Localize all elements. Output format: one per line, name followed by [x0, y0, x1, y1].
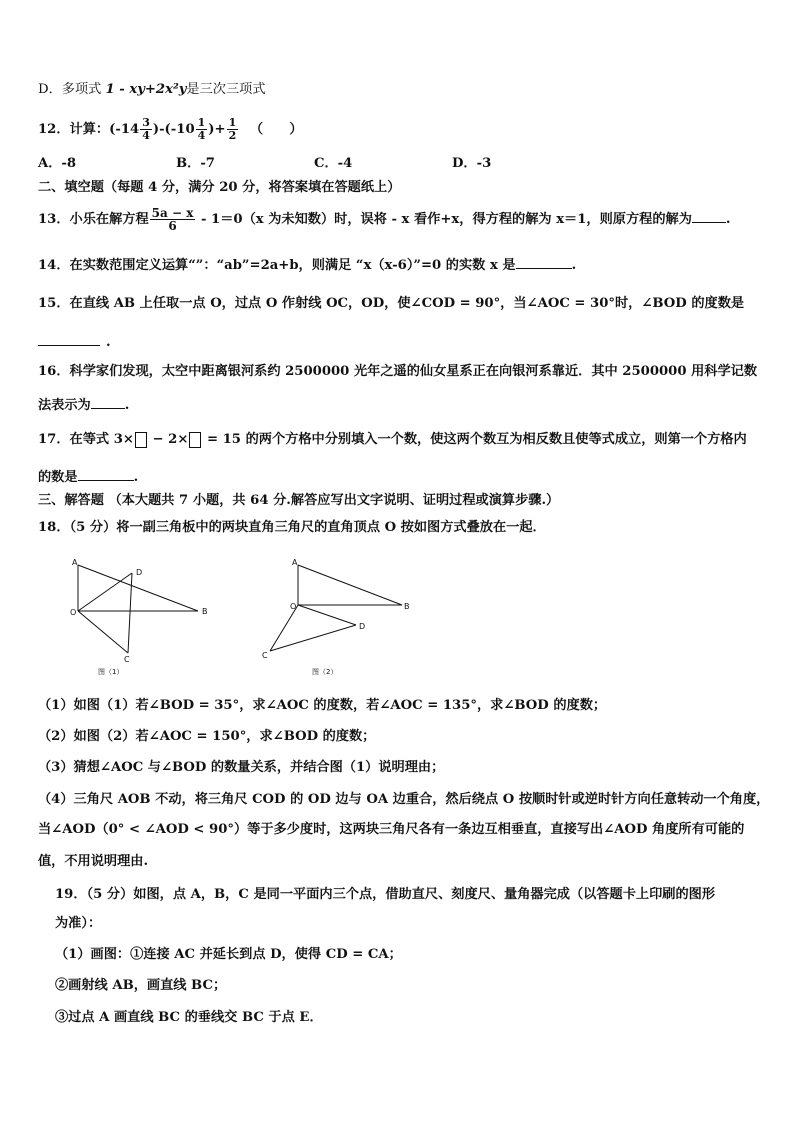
svg-text:O: O [70, 608, 77, 617]
question-18-part-4-cont: 当∠AOD（0° < ∠AOD < 90°）等于多少度时，这两块三角尺各有一条边互相垂直，直接写出∠AOD 角度所有可能的 [38, 822, 745, 837]
question-12-number: 12．计算： [38, 122, 110, 137]
question-16-cont: 法表示为 . [38, 394, 756, 416]
svg-text:C: C [124, 655, 130, 664]
blank-box-2[interactable] [189, 432, 201, 448]
question-19-step-2: ②画射线 AB，画直线 BC； [55, 978, 227, 993]
option-d-tail: 是三次三项式 [186, 82, 266, 97]
question-14: 14．在实数范围定义运算“”：“ab”=2a+b，则满足 “x（x-6）”=0 的实数 x 是 . [38, 254, 756, 276]
question-15: 15．在直线 AB 上任取一点 O，过点 O 作射线 OC，OD，使∠COD = 90°，当∠AOC = 30°时，∠BOD 的度数是 [38, 296, 745, 311]
question-18-head: 18．（5 分）将一副三角板中的两块直角三角尺的直角顶点 O 按如图方式叠放在一起． [38, 520, 546, 535]
figure-2 [262, 558, 410, 676]
answer-blank[interactable] [38, 331, 100, 346]
option-a: A．-8 [38, 156, 77, 171]
answer-blank[interactable] [516, 254, 572, 269]
question-19-step-3: ③过点 A 画直线 BC 的垂线交 BC 于点 E． [55, 1010, 323, 1025]
svg-text:B: B [202, 607, 208, 616]
question-18-part-2: （2）如图（2）若∠AOC = 150°，求∠BOD 的度数； [38, 729, 376, 744]
blank-box-1[interactable] [135, 432, 147, 448]
question-18-part-4-end: 值，不用说明理由. [38, 854, 149, 869]
answer-blank[interactable] [91, 394, 125, 409]
question-19-head: 19．（5 分）如图，点 A，B，C 是同一平面内三个点，借助直尺、刻度尺、量角器完成（以答题卡上印刷的图形 [55, 887, 716, 902]
option-d-statement [38, 80, 756, 100]
question-18-part-3: （3）猜想∠AOC 与∠BOD 的数量关系，并结合图（1）说明理由； [38, 760, 445, 775]
question-16: 16．科学家们发现，太空中距离银河系约 2500000 光年之遥的仙女星系正在向银河系靠近．其中 2500000 用科学记数 [38, 364, 758, 379]
figure-1-caption: 图（1） [98, 668, 124, 676]
question-15-answer-line: . [38, 331, 756, 353]
answer-blank[interactable] [692, 208, 726, 223]
section-3-heading: 三、解答题 （本大题共 7 小题，共 64 分.解答应写出文字说明、证明过程或演算步骤.） [38, 493, 560, 508]
svg-text:A: A [292, 558, 298, 567]
svg-text:O: O [290, 602, 297, 611]
option-d-label: D．多项式 [38, 82, 106, 97]
figure-1 [70, 558, 208, 676]
option-d: D．-3 [452, 156, 492, 171]
question-12-options [38, 154, 756, 174]
option-b: B．-7 [176, 156, 215, 171]
option-c: C．-4 [314, 156, 353, 171]
polynomial-expression: 1 - xy+2x²y [105, 82, 187, 97]
figure-2-caption: 图（2） [312, 668, 338, 676]
question-18-part-4: （4）三角尺 AOB 不动，将三角尺 COD 的 OD 边与 OA 边重合，然后绕点 O 按顺时针或逆时针方向任意转动一个角度， [38, 792, 770, 807]
question-19-head-cont: 为准）： [55, 916, 102, 931]
svg-text:A: A [72, 558, 78, 567]
question-12: 12．计算：(-14 $\frac{3}{4}$ )-(-10 $\frac{1}{4}$ )+ $\frac{1}{2}$ （ ） [38, 116, 303, 142]
question-17-cont: 的数是 . [38, 466, 756, 488]
answer-paren: （ ） [249, 122, 303, 137]
svg-text:B: B [404, 602, 410, 611]
section-2-heading: 二、填空题（每题 4 分，满分 20 分，将答案填在答题纸上） [38, 180, 401, 195]
svg-text:D: D [136, 568, 143, 577]
question-17: 17．在等式 3× − 2× = 15 的两个方格中分别填入一个数，使这两个数互为相反数且使等式成立，则第一个方格内 [38, 432, 747, 447]
svg-text:C: C [262, 651, 268, 660]
question-18-part-1: （1）如图（1）若∠BOD = 35°，求∠AOC 的度数，若∠AOC = 135°，求∠BOD 的度数； [38, 698, 607, 713]
triangle-figures [60, 555, 440, 680]
question-13: 13．小乐在解方程 $\frac{5a - x}{6}$ - 1＝0（x 为未知数）时，误将 - x 看作+x，得方程的解为 x＝1，则原方程的解为 . [38, 206, 731, 233]
question-19-step-1: （1）画图：①连接 AC 并延长到点 D，使得 CD = CA； [55, 947, 402, 962]
svg-text:D: D [359, 622, 366, 631]
answer-blank[interactable] [78, 466, 134, 481]
